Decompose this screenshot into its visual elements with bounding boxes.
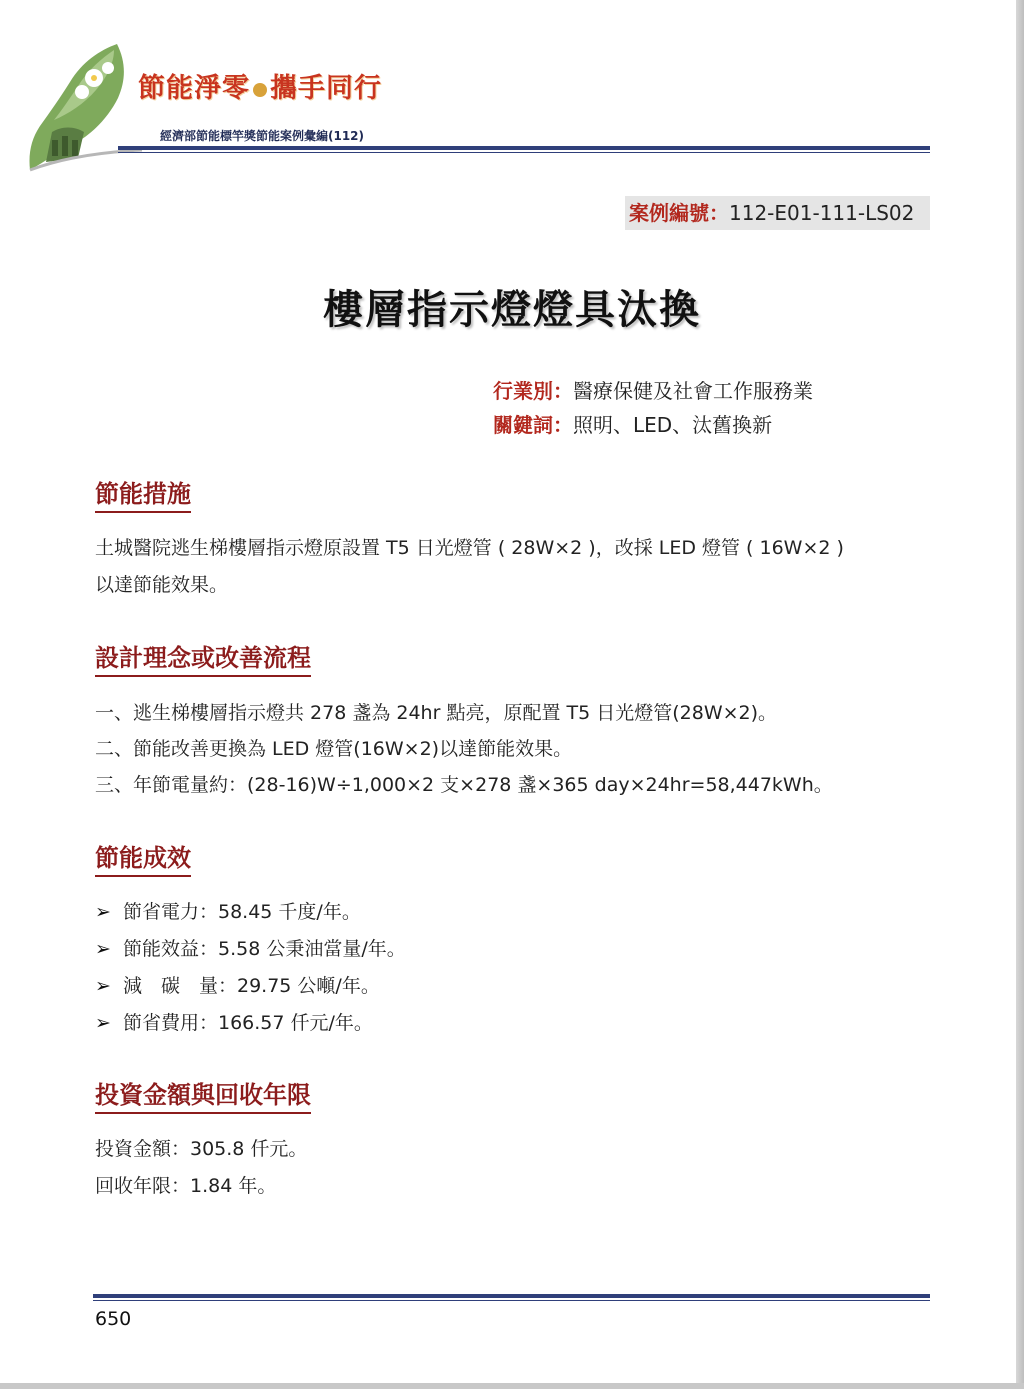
results-item — [95, 1008, 373, 1035]
page-shadow-bottom — [0, 1383, 1024, 1389]
arrow-bullet-icon: ➢ — [95, 975, 111, 997]
investment-line: 投資金額：305.8 仟元。 — [95, 1138, 308, 1160]
arrow-bullet-icon: ➢ — [95, 1012, 111, 1034]
keywords-label: 關鍵詞： — [493, 413, 573, 437]
results-item-text: 節省電力：58.45 千度/年。 — [123, 901, 361, 923]
results-item-text: 節能效益：5.58 公秉油當量/年。 — [123, 938, 406, 960]
case-number-label: 案例編號： — [629, 201, 729, 225]
section-heading-results: 節能成效 — [95, 838, 191, 877]
keywords-value: 照明、LED、汰舊換新 — [573, 413, 773, 437]
industry-label: 行業別： — [493, 379, 573, 403]
page-shadow-right — [1016, 0, 1024, 1389]
measures-line: 土城醫院逃生梯樓層指示燈原設置 T5 日光燈管 ( 28W×2 )，改採 LED 燈管 ( 16W×2 ) — [95, 537, 844, 559]
design-line: 一、逃生梯樓層指示燈共 278 盞為 24hr 點亮，原配置 T5 日光燈管(28W×2)。 — [95, 702, 778, 724]
page-number: 650 — [95, 1308, 132, 1330]
keywords-line — [493, 409, 772, 438]
arrow-bullet-icon: ➢ — [95, 901, 111, 923]
results-item — [95, 897, 361, 924]
slogan-part-1: 節能淨零 — [138, 73, 250, 104]
industry-value: 醫療保健及社會工作服務業 — [573, 379, 813, 403]
results-item-text: 減 碳 量：29.75 公噸/年。 — [123, 975, 380, 997]
slogan-divider-icon — [253, 83, 267, 97]
design-line: 二、節能改善更換為 LED 燈管(16W×2)以達節能效果。 — [95, 738, 573, 760]
header-rule-thick — [118, 146, 930, 150]
investment-line: 回收年限：1.84 年。 — [95, 1175, 277, 1197]
arrow-bullet-icon: ➢ — [95, 938, 111, 960]
header-subtitle: 經濟部節能標竿獎節能案例彙編(112) — [160, 129, 365, 143]
case-number-box — [625, 196, 930, 230]
section-heading-measures: 節能措施 — [95, 474, 191, 513]
footer-rule-thick — [93, 1294, 930, 1298]
results-item-text: 節省費用：166.57 仟元/年。 — [123, 1012, 373, 1034]
slogan-part-2: 攜手同行 — [270, 73, 382, 104]
case-number-value: 112-E01-111-LS02 — [729, 201, 915, 225]
results-item — [95, 971, 380, 998]
footer-rule-thin — [93, 1300, 930, 1301]
taiwan-map-logo-icon — [22, 40, 162, 180]
industry-line — [493, 375, 813, 404]
header-rule-thin — [118, 152, 930, 153]
section-heading-investment: 投資金額與回收年限 — [95, 1075, 311, 1114]
design-line: 三、年節電量約：(28-16)W÷1,000×2 支×278 盞×365 day×24hr=58,447kWh。 — [95, 774, 833, 796]
header-slogan — [138, 66, 382, 105]
section-heading-design: 設計理念或改善流程 — [95, 638, 311, 677]
page-title: 樓層指示燈燈具汰換 — [323, 287, 701, 333]
measures-line: 以達節能效果。 — [95, 574, 229, 596]
results-item — [95, 934, 406, 961]
